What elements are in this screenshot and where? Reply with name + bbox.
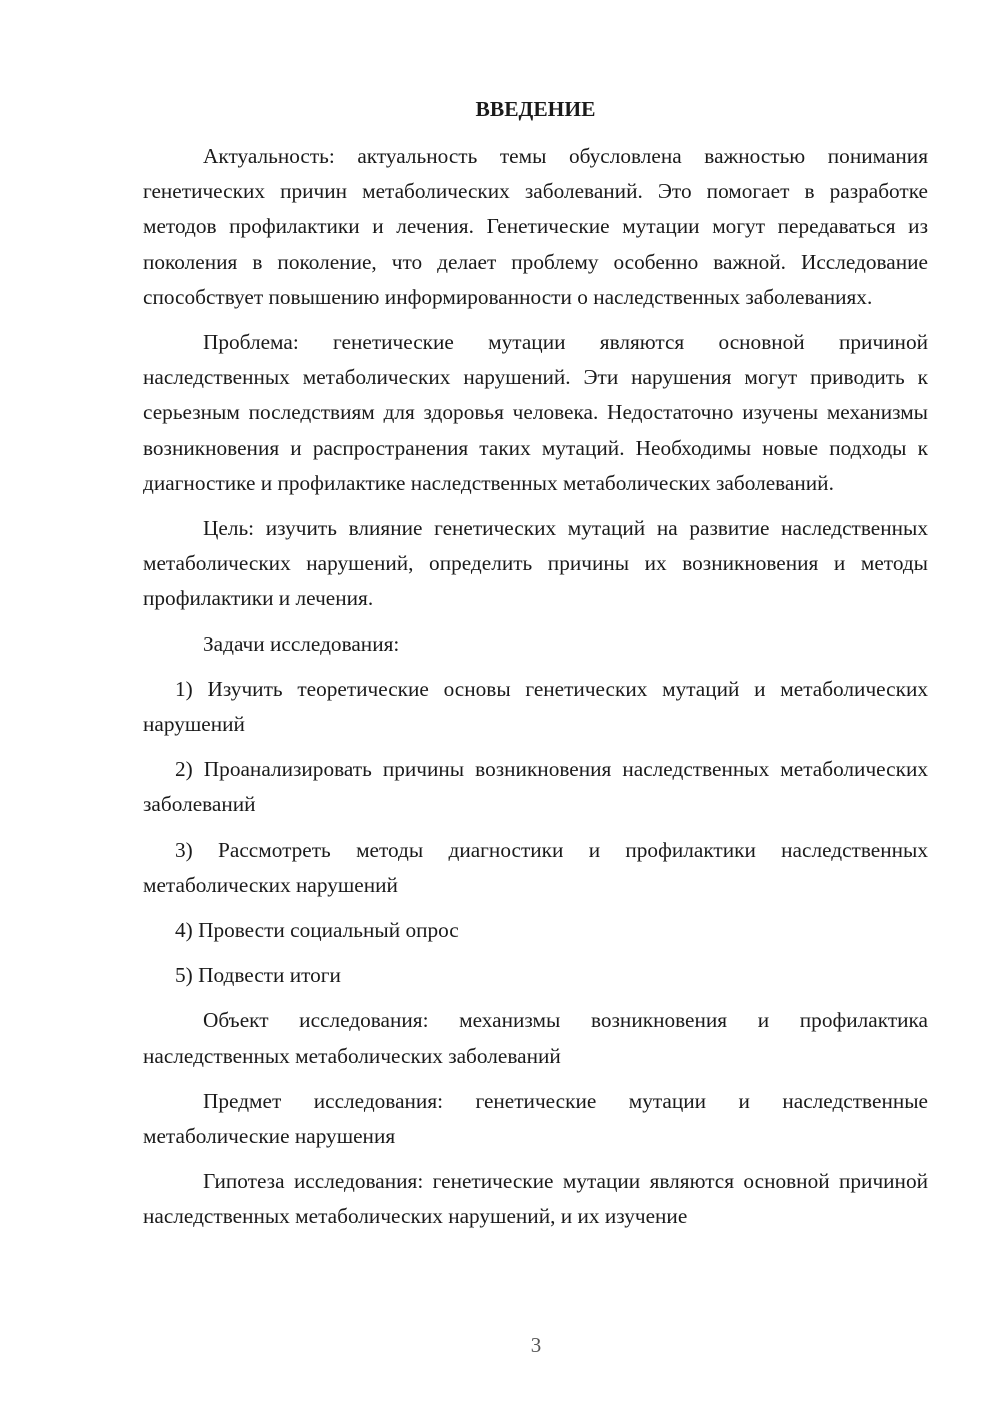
task-item: 1) Изучить теоретические основы генетических мутаций и метаболических нарушений (143, 676, 928, 737)
task-item: 2) Проанализировать причины возникновения наследственных метаболических заболеваний (143, 757, 928, 817)
tasks-heading: Задачи исследования: (203, 631, 400, 656)
page-content (143, 95, 928, 1245)
section-title: ВВЕДЕНИЕ (475, 97, 596, 121)
task-item: 5) Подвести итоги (175, 963, 341, 988)
task-item: 3) Рассмотреть методы диагностики и профилактики наследственных метаболических нарушений (143, 837, 928, 897)
goal-paragraph: Цель: изучить влияние генетических мутаций на развитие наследственных метаболических нарушений, определить причины их возникновения и методы профилактики и лечения. (143, 516, 928, 611)
object-paragraph: Объект исследования: механизмы возникновения и профилактика наследственных метаболических заболеваний (143, 1008, 928, 1068)
subject-paragraph: Предмет исследования: генетические мутации и наследственные метаболические нарушения (143, 1088, 928, 1149)
problem-paragraph: Проблема: генетические мутации являются основной причиной наследственных метаболических нарушений. Эти нарушения могут приводить к серьезным последствиям для здоровья человека. Недостаточно изучены механизмы возникновения и распространения таких мутаций. Необходимы новые подходы к диагностике и профилактике наследственных метаболических заболеваний. (143, 330, 928, 495)
page-number: 3 (530, 1333, 542, 1357)
task-item: 4) Провести социальный опрос (175, 918, 459, 943)
relevance-paragraph: Актуальность: актуальность темы обусловлена важностью понимания генетических причин метаболических заболеваний. Это помогает в разработке методов профилактики и лечения. Генетические мутации могут передаваться из поколения в поколение, что делает проблему особенно важной. Исследование способствует повышению информированности о наследственных заболеваниях. (143, 144, 928, 309)
hypothesis-paragraph: Гипотеза исследования: генетические мутации являются основной причиной наследственных метаболических нарушений, и их изучение (143, 1169, 928, 1229)
